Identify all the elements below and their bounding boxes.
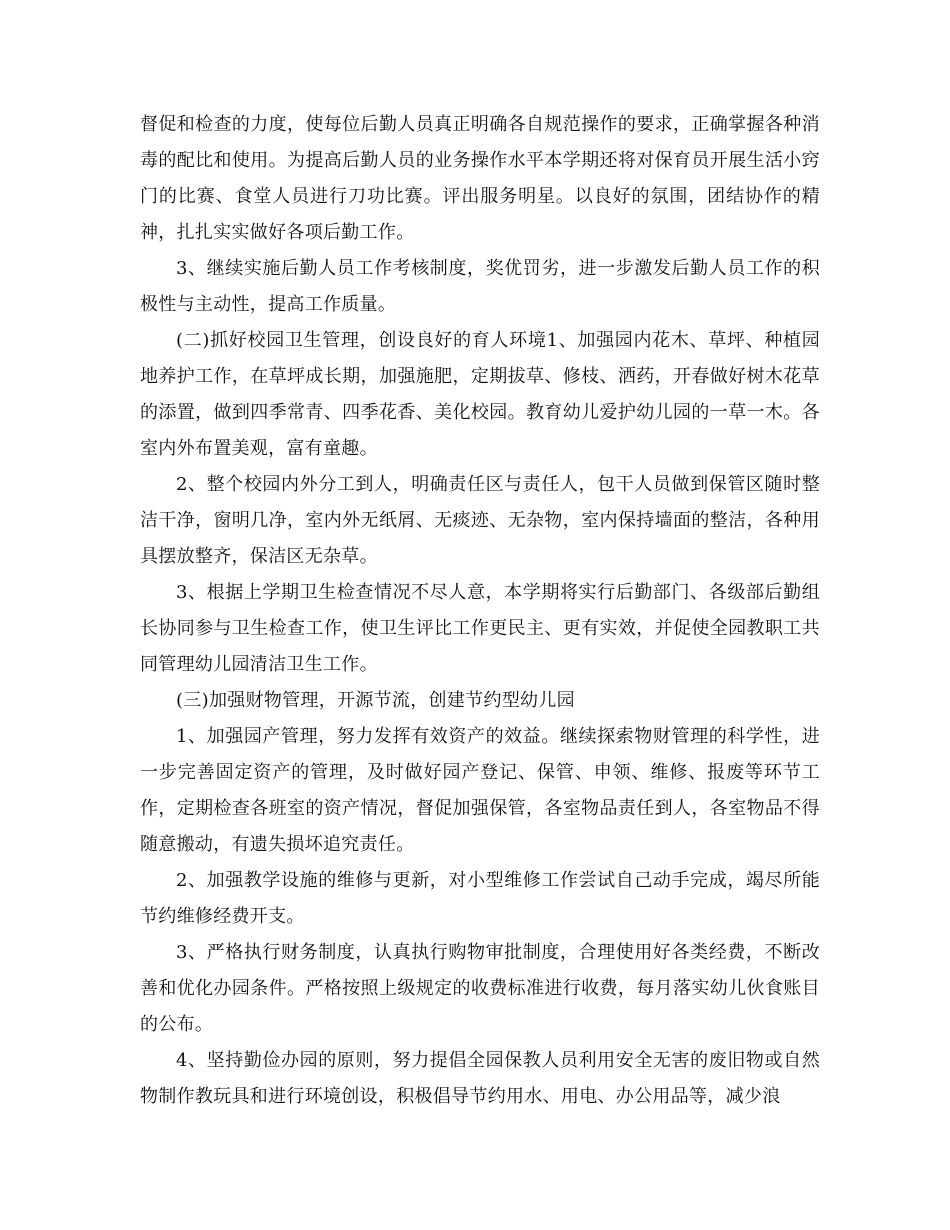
paragraph-continuation: 督促和检查的力度，使每位后勤人员真正明确各自规范操作的要求，正确掌握各种消毒的配比和使用。为提高后勤人员的业务操作水平本学期还将对保育员开展生活小窍门的比赛、食堂人员进行刀功比赛。评出服务明星。以良好的氛围，团结协作的精神，扎扎实实做好各项后勤工作。 <box>140 114 820 243</box>
paragraph-hygiene-inspection: 3、根据上学期卫生检查情况不尽人意，本学期将实行后勤部门、各级部后勤组长协同参与卫生检查工作，使卫生评比工作更民主、更有实效，并促使全园教职工共同管理幼儿园清洁卫生工作。 <box>140 582 820 675</box>
paragraph-section-two: (二)抓好校园卫生管理，创设良好的育人环境1、加强园内花木、草坪、种植园地养护工作，在草坪成长期，加强施肥，定期拔草、修枝、洒药，开春做好树木花草的添置，做到四季常青、四季花香、美化校园。教育幼儿爱护幼儿园的一草一木。各室内外布置美观，富有童趣。 <box>140 330 820 459</box>
paragraph-division-of-labor: 2、整个校园内外分工到人，明确责任区与责任人，包干人员做到保管区随时整洁干净，窗明几净，室内外无纸屑、无痰迹、无杂物，室内保持墙面的整洁，各种用具摆放整齐，保洁区无杂草。 <box>140 474 820 567</box>
paragraph-thrift-principle: 4、坚持勤俭办园的原则，努力提倡全园保教人员利用安全无害的废旧物或自然物制作教玩具和进行环境创设，积极倡导节约用水、用电、办公用品等，减少浪 <box>140 1050 820 1107</box>
paragraph-asset-management: 1、加强园产管理，努力发挥有效资产的效益。继续探索物财管理的科学性，进一步完善固定资产的管理，及时做好园产登记、保管、申领、维修、报废等环节工作，定期检查各班室的资产情况，督促加强保管，各室物品责任到人，各室物品不得随意搬动，有遗失损坏追究责任。 <box>140 726 820 855</box>
section-heading-three: (三)加强财物管理，开源节流，创建节约型幼儿园 <box>176 690 575 711</box>
paragraph-assessment-system: 3、继续实施后勤人员工作考核制度，奖优罚劣，进一步激发后勤人员工作的积极性与主动性，提高工作质量。 <box>140 258 820 315</box>
paragraph-finance-system: 3、严格执行财务制度，认真执行购物审批制度，合理使用好各类经费，不断改善和优化办园条件。严格按照上级规定的收费标准进行收费，每月落实幼儿伙食账目的公布。 <box>140 942 820 1035</box>
paragraph-facility-maintenance: 2、加强教学设施的维修与更新，对小型维修工作尝试自己动手完成，竭尽所能节约维修经费开支。 <box>140 870 820 927</box>
document-page <box>140 107 820 1115</box>
